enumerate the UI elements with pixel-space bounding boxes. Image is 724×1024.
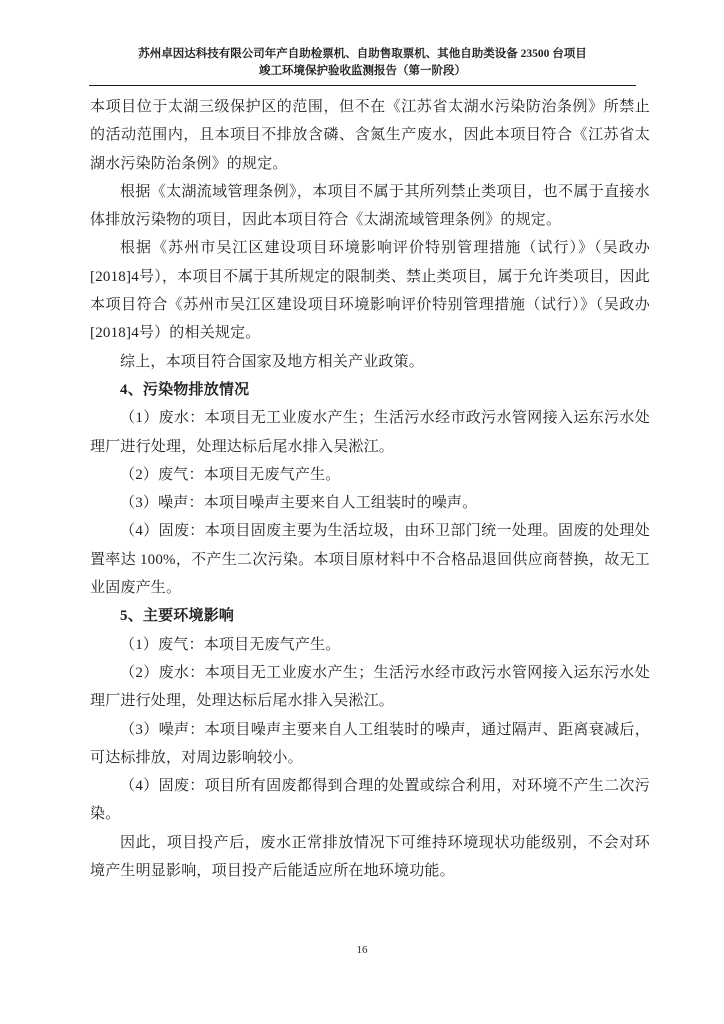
header-title-line1: 苏州卓因达科技有限公司年产自助检票机、自助售取票机、其他自助类设备 23500 台项目	[138, 48, 587, 60]
paragraph-5-wastewater: （2）废水：本项目无工业废水产生；生活污水经市政污水管网接入运东污水处理厂进行处理，处理达标后尾水排入吴淞江。	[90, 664, 650, 710]
paragraph-5-waste-gas: （1）废气：本项目无废气产生。	[120, 636, 341, 653]
page-number: 16	[356, 944, 368, 956]
document-body	[90, 93, 650, 885]
paragraph-taihu-basin-regulation: 根据《太湖流域管理条例》，本项目不属于其所列禁止类项目，也不属于直接水体排放污染物的项目，因此本项目符合《太湖流域管理条例》的规定。	[90, 183, 650, 229]
paragraph-policy-taihu-zone: 本项目位于太湖三级保护区的范围，但不在《江苏省太湖水污染防治条例》所禁止的活动范围内，且本项目不排放含磷、含氮生产废水，因此本项目符合《江苏省太湖水污染防治条例》的规定。	[90, 99, 650, 172]
paragraph-4-solid-waste: （4）固废：本项目固废主要为生活垃圾，由环卫部门统一处理。固废的处理处置率达 100%，不产生二次污染。本项目原材料中不合格品退回供应商替换，故无工业固废产生。	[90, 523, 650, 597]
paragraph-4-waste-gas: （2）废气：本项目无废气产生。	[120, 466, 341, 483]
paragraph-5-noise: （3）噪声：本项目噪声主要来自人工组装时的噪声，通过隔声、距离衰减后，可达标排放，对周边影响较小。	[90, 721, 650, 766]
paragraph-5-solid-waste: （4）固废：项目所有固废都得到合理的处置或综合利用，对环境不产生二次污染。	[90, 778, 650, 823]
paragraph-wujiang-eia-measures: 根据《苏州市吴江区建设项目环境影响评价特别管理措施（试行）》（吴政办[2018]4号），本项目不属于其所规定的限制类、禁止类项目，属于允许类项目，因此本项目符合《苏州市吴江区建设项目环境影响评价特别管理措施（试行）》（吴政办[2018]4号）的相关规定。	[90, 240, 650, 342]
paragraph-4-wastewater: （1）废水：本项目无工业废水产生；生活污水经市政污水管网接入运东污水处理厂进行处理，处理达标后尾水排入吴淞江。	[90, 410, 650, 455]
paragraph-4-noise: （3）噪声：本项目噪声主要来自人工组装时的噪声。	[120, 495, 478, 512]
section-heading-5-environmental-impact: 5、主要环境影响	[120, 608, 235, 625]
header-title-line2: 竣工环境保护验收监测报告（第一阶段）	[259, 65, 466, 77]
page-footer	[0, 944, 724, 956]
page-header	[89, 46, 636, 86]
section-heading-4-pollutant-discharge: 4、污染物排放情况	[120, 381, 250, 398]
paragraph-overall-conclusion: 因此，项目投产后，废水正常排放情况下可维持环境现状功能级别，不会对环境产生明显影响，项目投产后能适应所在地环境功能。	[90, 834, 650, 880]
paragraph-policy-conclusion: 综上，本项目符合国家及地方相关产业政策。	[120, 353, 425, 370]
